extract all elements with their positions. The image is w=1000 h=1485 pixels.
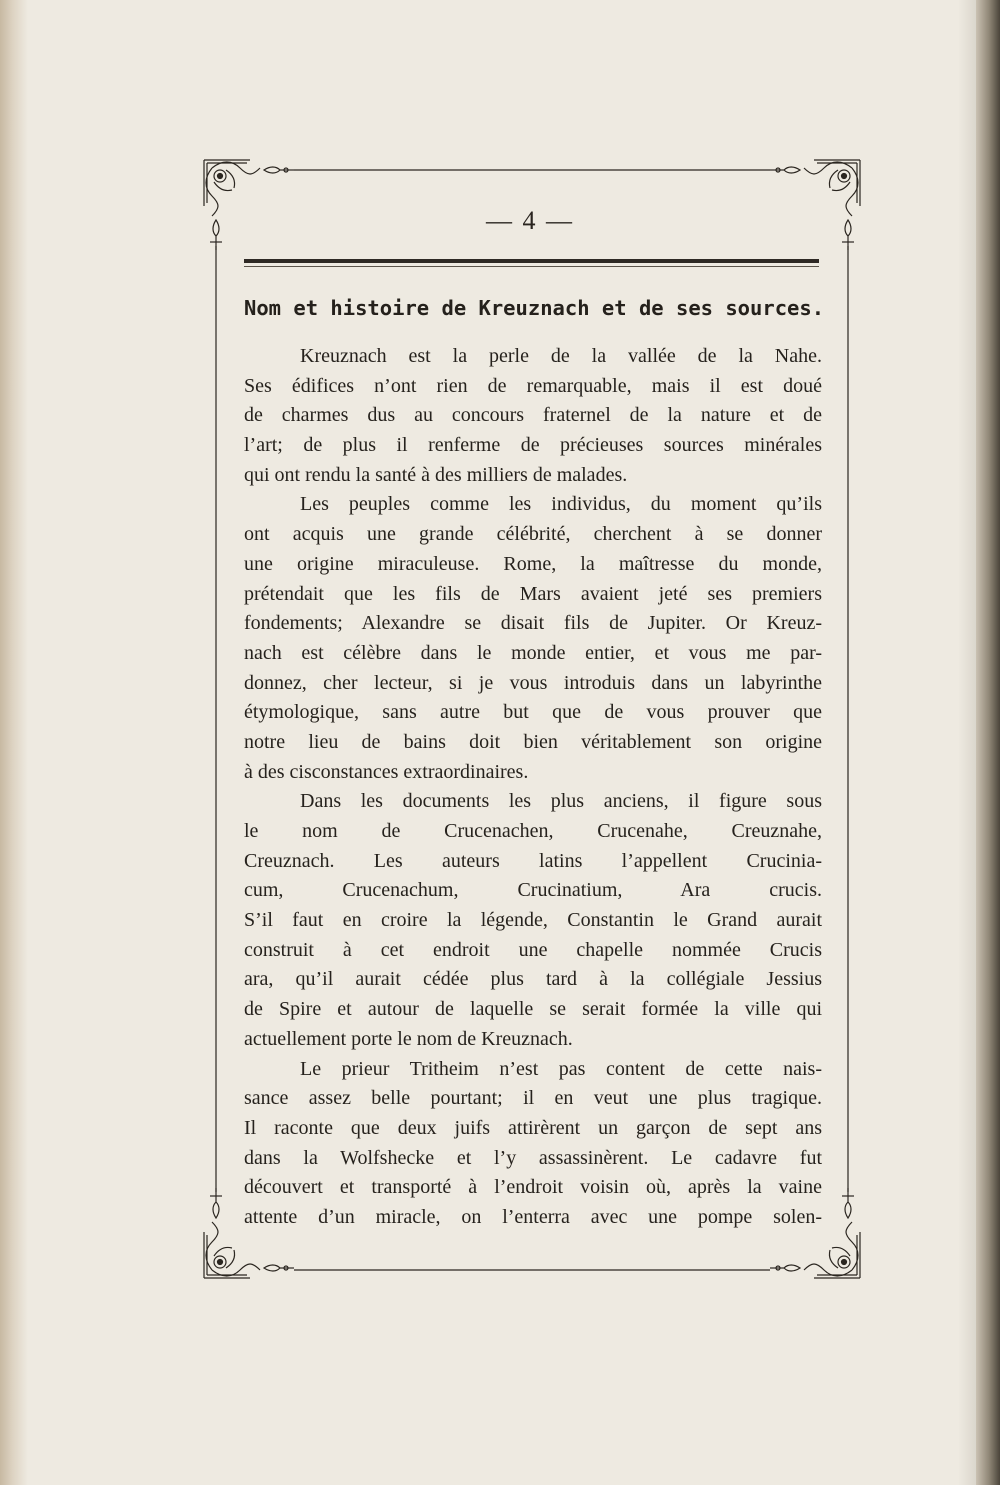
header-rule-thick — [244, 259, 819, 263]
text-line: une origine miraculeuse. Rome, la maîtresse du monde, — [244, 552, 822, 575]
text-line: Le prieur Tritheim n’est pas content de cette nais- — [300, 1057, 822, 1080]
section-title: Nom et histoire de Kreuznach et de ses sources. — [244, 296, 825, 320]
text-line: Ses édifices n’ont rien de remarquable, mais il est doué — [244, 374, 822, 397]
spine-shadow — [958, 0, 976, 1485]
text-line: étymologique, sans autre but que de vous prouver que — [244, 701, 822, 724]
text-line: à des cisconstances extraordinaires. — [244, 760, 529, 783]
paragraph-2 — [244, 490, 822, 787]
paragraph-1 — [244, 342, 822, 490]
text-line: ara, qu’il aurait cédée plus tard à la collégiale Jessius — [244, 968, 822, 991]
text-line: de charmes dus au concours fraternel de la nature et de — [244, 404, 822, 427]
text-line: Il raconte que deux juifs attirèrent un garçon de sept ans — [244, 1116, 822, 1139]
text-line: construit à cet endroit une chapelle nommée Crucis — [244, 938, 822, 961]
text-line: le nom de Crucenachen, Crucenahe, Creuznahe, — [244, 820, 822, 842]
page-number: — 4 — — [486, 206, 574, 235]
paragraph-3 — [244, 787, 822, 1054]
paragraph-4 — [244, 1055, 822, 1233]
text-line: actuellement porte le nom de Kreuznach. — [244, 1027, 573, 1050]
text-line: donnez, cher lecteur, si je vous introduis dans un labyrinthe — [244, 671, 822, 694]
text-line: sance assez belle pourtant; il en veut une plus tragique. — [244, 1087, 822, 1110]
text-line: Les peuples comme les individus, du moment qu’ils — [300, 493, 822, 516]
text-line: dans la Wolfshecke et l’y assassinèrent. Le cadavre fut — [244, 1146, 822, 1169]
text-line: ont acquis une grande célébrité, cherchent à se donner — [244, 523, 822, 546]
text-line: Creuznach. Les auteurs latins l’appellent Crucinia- — [244, 849, 822, 872]
text-line: de Spire et autour de laquelle se serait formée la ville qui — [244, 998, 822, 1021]
text-line: cum, Crucenachum, Crucinatium, Ara crucis. — [244, 879, 822, 902]
text-line: notre lieu de bains doit bien véritablement son origine — [244, 730, 822, 753]
text-line: fondements; Alexandre se disait fils de Jupiter. Or Kreuz- — [244, 612, 822, 635]
body-text — [244, 342, 822, 1233]
text-line: nach est célèbre dans le monde entier, et vous me par- — [244, 641, 822, 664]
text-line: qui ont rendu la santé à des milliers de malades. — [244, 463, 628, 486]
text-line: découvert et transporté à l’endroit voisin où, après la vaine — [244, 1176, 822, 1199]
corner-ornament-top-right — [770, 160, 860, 250]
page-edge-right — [976, 0, 1000, 1485]
header-rule-thin — [244, 266, 819, 267]
text-line: attente d’un miracle, on l’enterra avec une pompe solen- — [244, 1205, 822, 1228]
text-line: Dans les documents les plus anciens, il figure sous — [300, 790, 822, 813]
text-line: prétendait que les fils de Mars avaient jeté ses premiers — [244, 582, 822, 605]
text-line: l’art; de plus il renferme de précieuses sources minérales — [244, 434, 822, 457]
page-edge-left — [0, 0, 28, 1485]
text-line: Kreuznach est la perle de la vallée de la Nahe. — [300, 345, 822, 367]
corner-ornament-top-left — [204, 160, 294, 250]
text-line: S’il faut en croire la légende, Constantin le Grand aurait — [244, 909, 822, 932]
